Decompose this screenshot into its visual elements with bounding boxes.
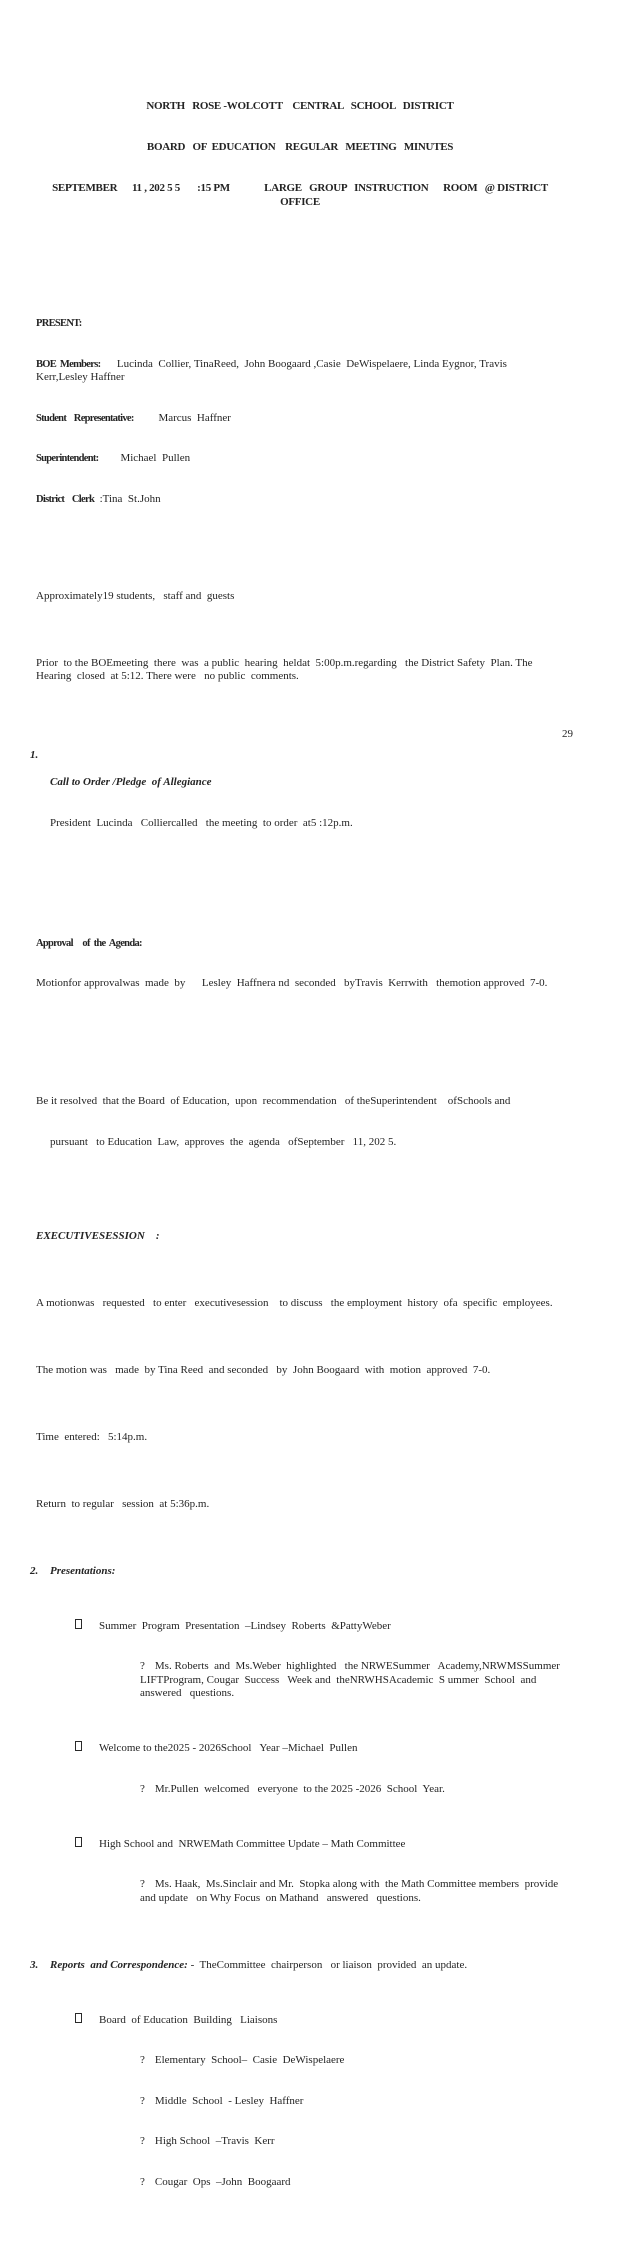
sub-bullet-cougar-ops-text: Cougar Ops –John Boogaard [154, 2175, 291, 2188]
sub-bullet-summer-detail [36, 1660, 564, 1701]
executive-second-paragraph: The motion was made by Tina Reed and seconded by John Boogaard with motion approved 7-0. [36, 1363, 491, 1376]
question-bullet-icon: ? [140, 1782, 145, 1795]
executive-motion-paragraph: A motionwas requested to enter executivesession to discuss the employment history ofa specific employees. [36, 1296, 553, 1309]
sub-bullet-welcome-detail [36, 1783, 564, 1797]
present-section [36, 290, 564, 533]
sub-bullet-cougar-ops [36, 2176, 564, 2190]
student-rep-label: Student Representative: [36, 412, 134, 424]
section-1-body [50, 749, 564, 857]
executive-session-title: EXECUTIVESESSION : [36, 1229, 160, 1242]
sub-bullet-welcome-detail-text: Mr.Pullen welcomed everyone to the 2025 -2026 School Year. [154, 1782, 445, 1795]
header-line-datetime: SEPTEMBER 11 , 202 5 5 :15 PM LARGE GROUP INSTRUCTION ROOM @ DISTRICT OFFICE [52, 181, 561, 208]
question-bullet-icon: ? [140, 2135, 145, 2147]
superintendent-label: Superintendent: [36, 453, 99, 464]
section-1-call-to-order [30, 749, 564, 857]
sub-bullet-math-detail [36, 1878, 564, 1905]
sub-bullet-summer-detail-text: Ms. Roberts and Ms.Weber highlighted the NRWESummer Academy,NRWMSSummer LIFTProgram, Cougar Success Week and theNRWHSAcademic S ummer School and answered questions. [140, 1660, 563, 1699]
sub-bullet-high-school-text: High School –Travis Kerr [154, 2135, 275, 2147]
sub-bullet-elementary [36, 2054, 564, 2068]
square-bullet-icon [75, 1837, 82, 1847]
question-bullet-icon: ? [140, 2175, 145, 2188]
sub-bullet-middle-school-text: Middle School - Lesley Haffner [154, 2094, 304, 2107]
return-session-line: Return to regular session at 5:36p.m. [36, 1497, 210, 1510]
boe-members-label: BOE Members: [36, 358, 101, 370]
section-1-title: Call to Order /Pledge of Allegiance [50, 776, 212, 788]
boe-members-value: Lucinda Collier, TinaReed, John Boogaard ,Casie DeWispelaere, Linda Eygnor, Travis Kerr,Lesley Haffner [36, 357, 513, 383]
call-to-order-text: President Lucinda Colliercalled the meeting to order at5 :12p.m. [50, 816, 353, 829]
header-line-district: NORTH ROSE -WOLCOTT CENTRAL SCHOOL DISTRICT [146, 99, 454, 112]
district-clerk-value: :Tina St.John [94, 492, 161, 505]
square-bullet-icon [75, 1741, 82, 1751]
bullet-summer-program [36, 1619, 564, 1634]
sub-bullet-elementary-text: Elementary School– Casie DeWispelaere [154, 2054, 345, 2066]
present-title: PRESENT: [36, 318, 82, 329]
resolution-paragraph [36, 1068, 564, 1176]
sub-bullet-high-school [36, 2135, 564, 2149]
bullet-math-committee [36, 1837, 564, 1852]
bullet-building-liaisons-text: Board of Education Building Liaisons [99, 2013, 278, 2026]
question-bullet-icon: ? [140, 2094, 145, 2107]
bullet-summer-program-text: Summer Program Presentation –Lindsey Roberts &PattyWeber [99, 1619, 391, 1632]
section-3-title: Reports and Correspondence: [50, 1958, 188, 1971]
section-3-reports [30, 1959, 564, 1973]
square-bullet-icon [75, 2013, 82, 2023]
bullet-math-committee-text: High School and NRWEMath Committee Update – Math Committee [99, 1837, 406, 1850]
section-2-title: Presentations: [50, 1564, 116, 1577]
present-row-student [36, 412, 564, 426]
present-row-boe [36, 358, 564, 385]
present-row-superintendent [36, 452, 564, 466]
section-2-presentations [30, 1565, 564, 1579]
section-3-title-row [50, 1959, 564, 1973]
sub-bullet-middle-school [36, 2095, 564, 2109]
section-3-title-rest: - TheCommittee chairperson or liaison provided an update. [187, 1958, 468, 1971]
agenda-approval [36, 910, 564, 1018]
document-header [36, 72, 564, 236]
bullet-building-liaisons [36, 2013, 564, 2028]
approval-motion-text: Motionfor approvalwas made by Lesley Haffnera nd seconded byTravis Kerrwith themotion approved 7-0. [36, 977, 548, 989]
public-hearing-paragraph: Prior to the BOEmeeting there was a public hearing heldat 5:00p.m.regarding the District Safety Plan. The Hearing closed at 5:12. There were no public comments. [36, 656, 536, 682]
student-rep-value: Marcus Haffner [133, 411, 231, 424]
question-bullet-icon: ? [140, 1660, 145, 1672]
question-bullet-icon: ? [140, 1878, 145, 1890]
district-clerk-label: District Clerk [36, 493, 95, 505]
header-line-minutes: BOARD OF EDUCATION REGULAR MEETING MINUTES [146, 140, 454, 153]
present-row-clerk [36, 493, 564, 507]
page-number: 29 [562, 728, 573, 740]
bullet-welcome-school-year-text: Welcome to the2025 - 2026School Year –Michael Pullen [99, 1742, 358, 1754]
resolution-line-2: pursuant to Education Law, approves the agenda ofSeptember 11, 202 5. [50, 1135, 397, 1148]
square-bullet-icon [75, 1619, 82, 1629]
superintendent-value: Michael Pullen [98, 452, 191, 464]
approval-agenda-label: Approval of the Agenda: [36, 937, 142, 949]
attendance-line: Approximately19 students, staff and guests [36, 589, 235, 602]
section-3-number: 3. [30, 1958, 39, 1971]
resolution-line-1: Be it resolved that the Board of Education, upon recommendation of theSuperintendent ofSchools and [36, 1095, 511, 1107]
section-2-number: 2. [30, 1564, 39, 1577]
bullet-welcome-school-year [36, 1741, 564, 1756]
time-entered-line: Time entered: 5:14p.m. [36, 1430, 148, 1443]
sub-bullet-math-detail-text: Ms. Haak, Ms.Sinclair and Mr. Stopka along with the Math Committee members provide and update on Why Focus on Mathand answered questions. [140, 1878, 561, 1904]
question-bullet-icon: ? [140, 2054, 145, 2066]
section-1-number: 1. [30, 749, 39, 761]
